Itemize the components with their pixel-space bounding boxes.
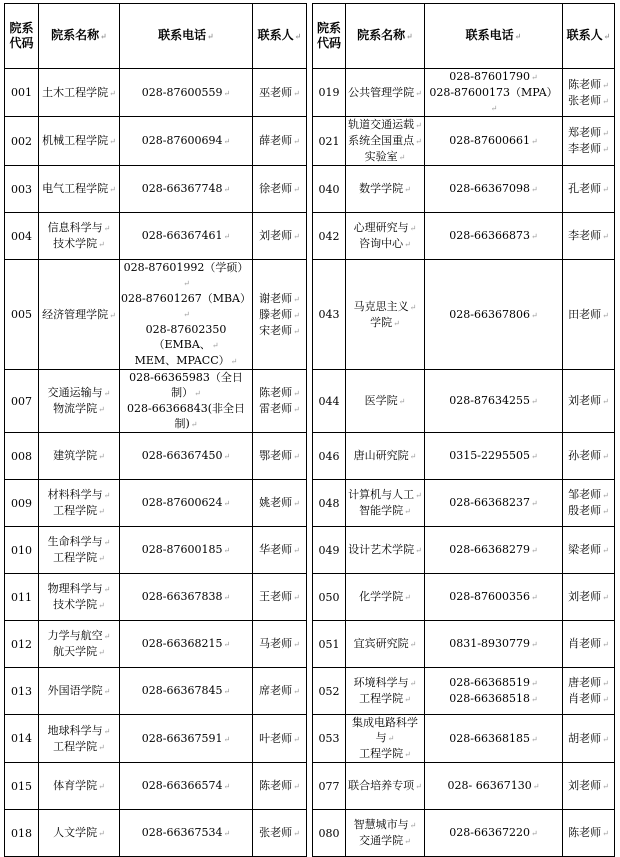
phone-line: 028-87600559↵ — [141, 85, 231, 99]
contact-line: 陈老师↵ — [259, 779, 300, 792]
name-line: 经济管理学院↵ — [42, 307, 116, 321]
phone-line: 028-66367534↵ — [141, 826, 231, 839]
code-cell — [313, 810, 346, 857]
dept-code: 005 — [11, 308, 32, 321]
name-line: 设计艺术学院↵ — [348, 543, 422, 556]
dept-code: 002 — [11, 134, 32, 148]
name-line: 智能学院↵ — [359, 504, 411, 517]
name-cell — [346, 574, 425, 621]
name-cell — [39, 69, 120, 117]
phone-cell — [120, 480, 253, 527]
code-cell — [5, 166, 39, 213]
name-line: 力学与航空↵ — [47, 629, 111, 642]
name-line: 技术学院↵ — [53, 237, 105, 250]
header-contact: 联系人↵ — [253, 4, 307, 69]
table-row — [5, 480, 615, 527]
contact-line: 郑老师↵ — [568, 126, 609, 139]
contact-cell — [253, 763, 307, 810]
code-cell — [313, 574, 346, 621]
contact-cell — [253, 810, 307, 857]
phone-cell — [120, 370, 253, 433]
name-cell — [39, 810, 120, 857]
phone-cell — [120, 715, 253, 763]
name-line: 交通学院↵ — [359, 834, 411, 847]
code-cell — [313, 621, 346, 668]
phone-cell — [425, 117, 563, 166]
contact-line: 孔老师↵ — [568, 182, 609, 195]
name-line: 电气工程学院↵ — [42, 182, 116, 195]
name-line: 化学学院↵ — [359, 590, 411, 603]
contact-line: 宋老师↵ — [259, 323, 300, 337]
contact-line: 华老师↵ — [259, 543, 300, 556]
code-cell — [5, 715, 39, 763]
contact-line: 叶老师↵ — [259, 731, 300, 745]
contact-cell — [563, 621, 615, 668]
contact-cell — [253, 213, 307, 260]
name-line: 工程学院↵ — [359, 747, 411, 760]
name-cell — [346, 763, 425, 810]
code-cell — [313, 370, 346, 433]
contact-cell — [563, 117, 615, 166]
name-line: 航天学院↵ — [53, 645, 105, 658]
phone-line: 028-87601790↵ — [449, 70, 538, 83]
phone-cell — [425, 166, 563, 213]
table-row — [5, 668, 615, 715]
name-cell — [346, 527, 425, 574]
phone-cell — [120, 69, 253, 117]
code-cell — [5, 621, 39, 668]
name-cell — [346, 213, 425, 260]
code-cell — [313, 166, 346, 213]
phone-cell — [425, 370, 563, 433]
table-row — [5, 715, 615, 763]
code-cell — [5, 574, 39, 621]
phone-line: 028-87600661↵ — [449, 134, 538, 147]
name-line: 马克思主义↵ — [353, 299, 417, 313]
name-line: 联合培养专项↵ — [348, 779, 422, 792]
dept-code: 013 — [11, 684, 32, 698]
phone-cell — [425, 213, 563, 260]
contact-line: 雷老师↵ — [259, 402, 300, 415]
code-cell — [313, 715, 346, 763]
name-line: 轨道交通运载↵ — [348, 118, 422, 131]
phone-line: 028-66366574↵ — [141, 779, 231, 792]
contact-line: 巫老师↵ — [259, 85, 300, 99]
dept-code: 043 — [318, 308, 340, 321]
contact-line: 刘老师↵ — [259, 229, 300, 242]
name-line: 机械工程学院↵ — [42, 134, 116, 147]
phone-line: MEM、MPACC）↵ — [134, 354, 238, 367]
table-row — [5, 574, 615, 621]
contact-cell — [253, 574, 307, 621]
table-row — [5, 370, 615, 433]
name-cell — [346, 166, 425, 213]
contact-cell — [253, 527, 307, 574]
name-cell — [346, 621, 425, 668]
contact-line: 胡老师↵ — [568, 731, 609, 745]
contact-cell — [563, 69, 615, 117]
phone-line: 028-87601992（学硕）↵ — [123, 261, 249, 288]
header-row — [5, 4, 615, 69]
phone-cell — [425, 715, 563, 763]
header-name: 院系名称↵ — [346, 4, 425, 69]
phone-cell — [425, 260, 563, 370]
code-cell — [313, 69, 346, 117]
header-phone: 联系电话↵ — [425, 4, 563, 69]
name-line: 物理科学与↵ — [47, 582, 111, 595]
table-row — [5, 117, 615, 166]
name-line: 工程学院↵ — [53, 551, 105, 564]
code-cell — [313, 260, 346, 370]
name-cell — [39, 480, 120, 527]
phone-line: 028-87600173（MPA）↵ — [429, 86, 558, 113]
contact-line: 薛老师↵ — [259, 134, 300, 147]
phone-line: 028-66367220↵ — [449, 826, 538, 839]
phone-line: 028- 66367130↵ — [447, 779, 540, 792]
phone-line: 028-87600356↵ — [449, 590, 538, 603]
code-cell — [313, 668, 346, 715]
dept-code: 010 — [11, 543, 32, 557]
phone-cell — [120, 433, 253, 480]
name-line: 信息科学与↵ — [47, 221, 111, 234]
table-row — [5, 621, 615, 668]
contact-line: 邹老师↵ — [568, 488, 609, 501]
phone-cell — [120, 166, 253, 213]
code-cell — [5, 527, 39, 574]
contact-cell — [253, 715, 307, 763]
name-cell — [346, 69, 425, 117]
contact-line: 陈老师↵ — [259, 386, 300, 399]
name-line: 建筑学院↵ — [53, 449, 105, 462]
contact-line: 梁老师↵ — [568, 543, 609, 556]
name-cell — [346, 260, 425, 370]
phone-line: 028-66367845↵ — [141, 684, 231, 697]
code-cell — [5, 810, 39, 857]
phone-line: 028-66368519↵ — [449, 676, 538, 689]
name-line: 实验室↵ — [364, 150, 406, 163]
code-cell — [5, 213, 39, 260]
contact-line: 田老师↵ — [568, 307, 609, 321]
name-line: 心理研究与↵ — [353, 221, 417, 234]
name-line: 工程学院↵ — [53, 739, 105, 753]
dept-code: 042 — [318, 229, 340, 243]
name-line: 交通运输与↵ — [47, 386, 111, 399]
phone-cell — [425, 763, 563, 810]
table-row — [5, 433, 615, 480]
phone-line: 028-66368185↵ — [449, 731, 538, 745]
dept-code: 021 — [318, 134, 340, 148]
contact-cell — [253, 260, 307, 370]
contact-cell — [563, 715, 615, 763]
contact-line: 刘老师↵ — [568, 590, 609, 603]
contact-line: 肖老师↵ — [568, 637, 609, 650]
contact-cell — [563, 166, 615, 213]
dept-code: 051 — [318, 637, 340, 651]
dept-code: 015 — [11, 779, 32, 793]
dept-code: 014 — [11, 732, 32, 745]
contact-cell — [253, 117, 307, 166]
name-line: 智慧城市与↵ — [353, 818, 417, 831]
dept-code: 009 — [11, 496, 32, 510]
contact-line: 李老师↵ — [568, 229, 609, 242]
phone-line: 028-66367591↵ — [141, 731, 231, 745]
phone-cell — [120, 260, 253, 370]
code-cell — [313, 480, 346, 527]
name-line: 体育学院↵ — [53, 779, 105, 792]
name-line: 材料科学与↵ — [47, 488, 111, 501]
phone-line: 028-66368215↵ — [141, 637, 231, 650]
phone-cell — [425, 574, 563, 621]
table-row — [5, 527, 615, 574]
phone-line: 028-87602350（EMBA、↵ — [145, 323, 227, 351]
name-cell — [39, 527, 120, 574]
table-row — [5, 213, 615, 260]
phone-line: 028-87601267（MBA）↵ — [121, 292, 251, 319]
dept-code: 049 — [318, 543, 340, 557]
phone-line: 028-66365983（全日制）↵ — [129, 371, 243, 399]
contact-line: 肖老师↵ — [568, 692, 609, 705]
phone-line: 028-66366873↵ — [449, 229, 538, 242]
contact-cell — [563, 213, 615, 260]
name-line: 系统全国重点↵ — [348, 134, 422, 147]
phone-cell — [120, 574, 253, 621]
contact-line: 陈老师↵ — [568, 77, 609, 91]
phone-cell — [120, 668, 253, 715]
name-line: 医学院↵ — [364, 394, 406, 407]
code-cell — [313, 117, 346, 166]
code-cell — [5, 763, 39, 810]
phone-cell — [425, 69, 563, 117]
phone-cell — [425, 621, 563, 668]
name-cell — [346, 370, 425, 433]
name-cell — [39, 715, 120, 763]
dept-code: 012 — [11, 637, 32, 651]
name-cell — [39, 621, 120, 668]
dept-code: 001 — [11, 86, 32, 99]
contact-line: 李老师↵ — [568, 142, 609, 155]
contact-cell — [563, 260, 615, 370]
dept-code: 048 — [318, 496, 340, 510]
header-name: 院系名称↵ — [39, 4, 120, 69]
dept-code: 018 — [11, 826, 32, 840]
name-line: 工程学院↵ — [53, 504, 105, 517]
phone-cell — [425, 810, 563, 857]
dept-code: 008 — [11, 449, 32, 463]
contacts-table — [4, 3, 615, 857]
contact-cell — [563, 480, 615, 527]
dept-code: 004 — [11, 229, 32, 243]
header-phone: 联系电话↵ — [120, 4, 253, 69]
dept-code: 077 — [318, 779, 340, 793]
name-line: 人文学院↵ — [53, 826, 105, 839]
table-row — [5, 69, 615, 117]
dept-code: 040 — [318, 182, 340, 196]
code-cell — [5, 260, 39, 370]
code-cell — [5, 69, 39, 117]
code-cell — [5, 433, 39, 480]
name-line: 物流学院↵ — [53, 402, 105, 415]
name-cell — [39, 574, 120, 621]
contact-line: 张老师↵ — [568, 93, 609, 107]
table-row — [5, 166, 615, 213]
contact-cell — [563, 433, 615, 480]
phone-line: 028-66367098↵ — [449, 182, 538, 195]
phone-cell — [425, 480, 563, 527]
name-line: 集成电路科学与↵ — [352, 716, 418, 744]
phone-line: 028-66367748↵ — [141, 182, 231, 195]
phone-cell — [425, 527, 563, 574]
table-row — [5, 260, 615, 370]
contact-line: 刘老师↵ — [568, 394, 609, 407]
code-cell — [5, 480, 39, 527]
code-cell — [313, 213, 346, 260]
phone-cell — [120, 527, 253, 574]
phone-line: 028-66368518↵ — [449, 692, 538, 705]
name-cell — [346, 433, 425, 480]
contact-line: 殷老师↵ — [568, 504, 609, 517]
code-cell — [313, 763, 346, 810]
header-code: 院系 代码 — [5, 4, 39, 69]
contact-line: 滕老师↵ — [259, 307, 300, 321]
contact-line: 张老师↵ — [259, 826, 300, 839]
name-line: 环境科学与↵ — [353, 676, 417, 689]
name-cell — [39, 213, 120, 260]
dept-code: 019 — [318, 86, 340, 99]
name-line: 公共管理学院↵ — [348, 85, 422, 99]
phone-line: 028-87600185↵ — [141, 543, 231, 556]
name-line: 生命科学与↵ — [47, 535, 111, 548]
name-cell — [346, 480, 425, 527]
name-cell — [39, 117, 120, 166]
table-row — [5, 763, 615, 810]
dept-code: 044 — [318, 394, 340, 408]
code-cell — [313, 433, 346, 480]
phone-line: 028-66367461↵ — [141, 229, 231, 242]
code-cell — [5, 370, 39, 433]
phone-line: 028-87600624↵ — [141, 496, 231, 509]
phone-cell — [425, 433, 563, 480]
dept-code: 050 — [318, 590, 340, 604]
contact-cell — [563, 574, 615, 621]
name-line: 外国语学院↵ — [47, 684, 111, 697]
dept-code: 053 — [318, 732, 340, 745]
phone-line: 028-66367450↵ — [141, 449, 231, 462]
contact-cell — [563, 763, 615, 810]
phone-line: 028-66366843(非全日制)↵ — [127, 402, 245, 430]
dept-code: 011 — [11, 590, 32, 604]
phone-cell — [120, 763, 253, 810]
contact-cell — [253, 166, 307, 213]
contact-cell — [253, 433, 307, 480]
phone-line: 028-66368237↵ — [449, 496, 538, 509]
name-line: 工程学院↵ — [359, 692, 411, 705]
name-line: 计算机与人工↵ — [348, 488, 422, 501]
dept-code: 046 — [318, 449, 340, 463]
name-cell — [39, 370, 120, 433]
contact-cell — [563, 810, 615, 857]
name-cell — [346, 715, 425, 763]
phone-line: 028-87634255↵ — [449, 394, 538, 407]
contact-line: 孙老师↵ — [568, 449, 609, 462]
name-cell — [39, 668, 120, 715]
phone-line: 0315-2295505↵ — [449, 449, 538, 462]
phone-line: 028-66367838↵ — [141, 590, 231, 603]
name-line: 咨询中心↵ — [359, 237, 411, 250]
dept-code: 080 — [318, 826, 340, 840]
dept-code: 003 — [11, 182, 32, 196]
name-line: 数学学院↵ — [359, 182, 411, 195]
contact-line: 席老师↵ — [259, 684, 300, 697]
phone-cell — [120, 213, 253, 260]
name-cell — [39, 166, 120, 213]
contact-cell — [253, 668, 307, 715]
code-cell — [5, 117, 39, 166]
code-cell — [313, 527, 346, 574]
contact-cell — [253, 370, 307, 433]
contact-line: 鄂老师↵ — [259, 449, 300, 462]
contact-cell — [563, 527, 615, 574]
name-line: 土木工程学院↵ — [42, 85, 116, 99]
contact-line: 王老师↵ — [259, 590, 300, 603]
phone-cell — [120, 117, 253, 166]
name-cell — [346, 117, 425, 166]
table-row — [5, 810, 615, 857]
contact-cell — [563, 370, 615, 433]
name-line: 唐山研究院↵ — [353, 449, 417, 462]
contact-line: 陈老师↵ — [568, 826, 609, 839]
header-code: 院系 代码 — [313, 4, 346, 69]
contact-line: 徐老师↵ — [259, 182, 300, 195]
contact-cell — [253, 621, 307, 668]
name-line: 地球科学与↵ — [47, 723, 111, 737]
dept-code: 007 — [11, 394, 32, 408]
name-cell — [39, 260, 120, 370]
phone-cell — [120, 810, 253, 857]
name-cell — [346, 810, 425, 857]
phone-line: 028-87600694↵ — [141, 134, 231, 147]
name-cell — [39, 763, 120, 810]
contact-cell — [563, 668, 615, 715]
name-line: 宜宾研究院↵ — [353, 637, 417, 650]
name-line: 技术学院↵ — [53, 598, 105, 611]
phone-line: 028-66368279↵ — [449, 543, 538, 556]
contact-line: 唐老师↵ — [568, 676, 609, 689]
phone-cell — [425, 668, 563, 715]
contact-line: 刘老师↵ — [568, 779, 609, 792]
name-cell — [39, 433, 120, 480]
contact-cell — [253, 69, 307, 117]
phone-line: 028-66367806↵ — [449, 307, 538, 321]
contact-line: 马老师↵ — [259, 637, 300, 650]
phone-cell — [120, 621, 253, 668]
name-cell — [346, 668, 425, 715]
code-cell — [5, 668, 39, 715]
contact-line: 谢老师↵ — [259, 291, 300, 305]
phone-line: 0831-8930779↵ — [449, 637, 538, 650]
contact-line: 姚老师↵ — [259, 496, 300, 509]
contact-cell — [253, 480, 307, 527]
header-contact: 联系人↵ — [563, 4, 615, 69]
dept-code: 052 — [318, 684, 340, 698]
name-line: 学院↵ — [370, 315, 400, 329]
